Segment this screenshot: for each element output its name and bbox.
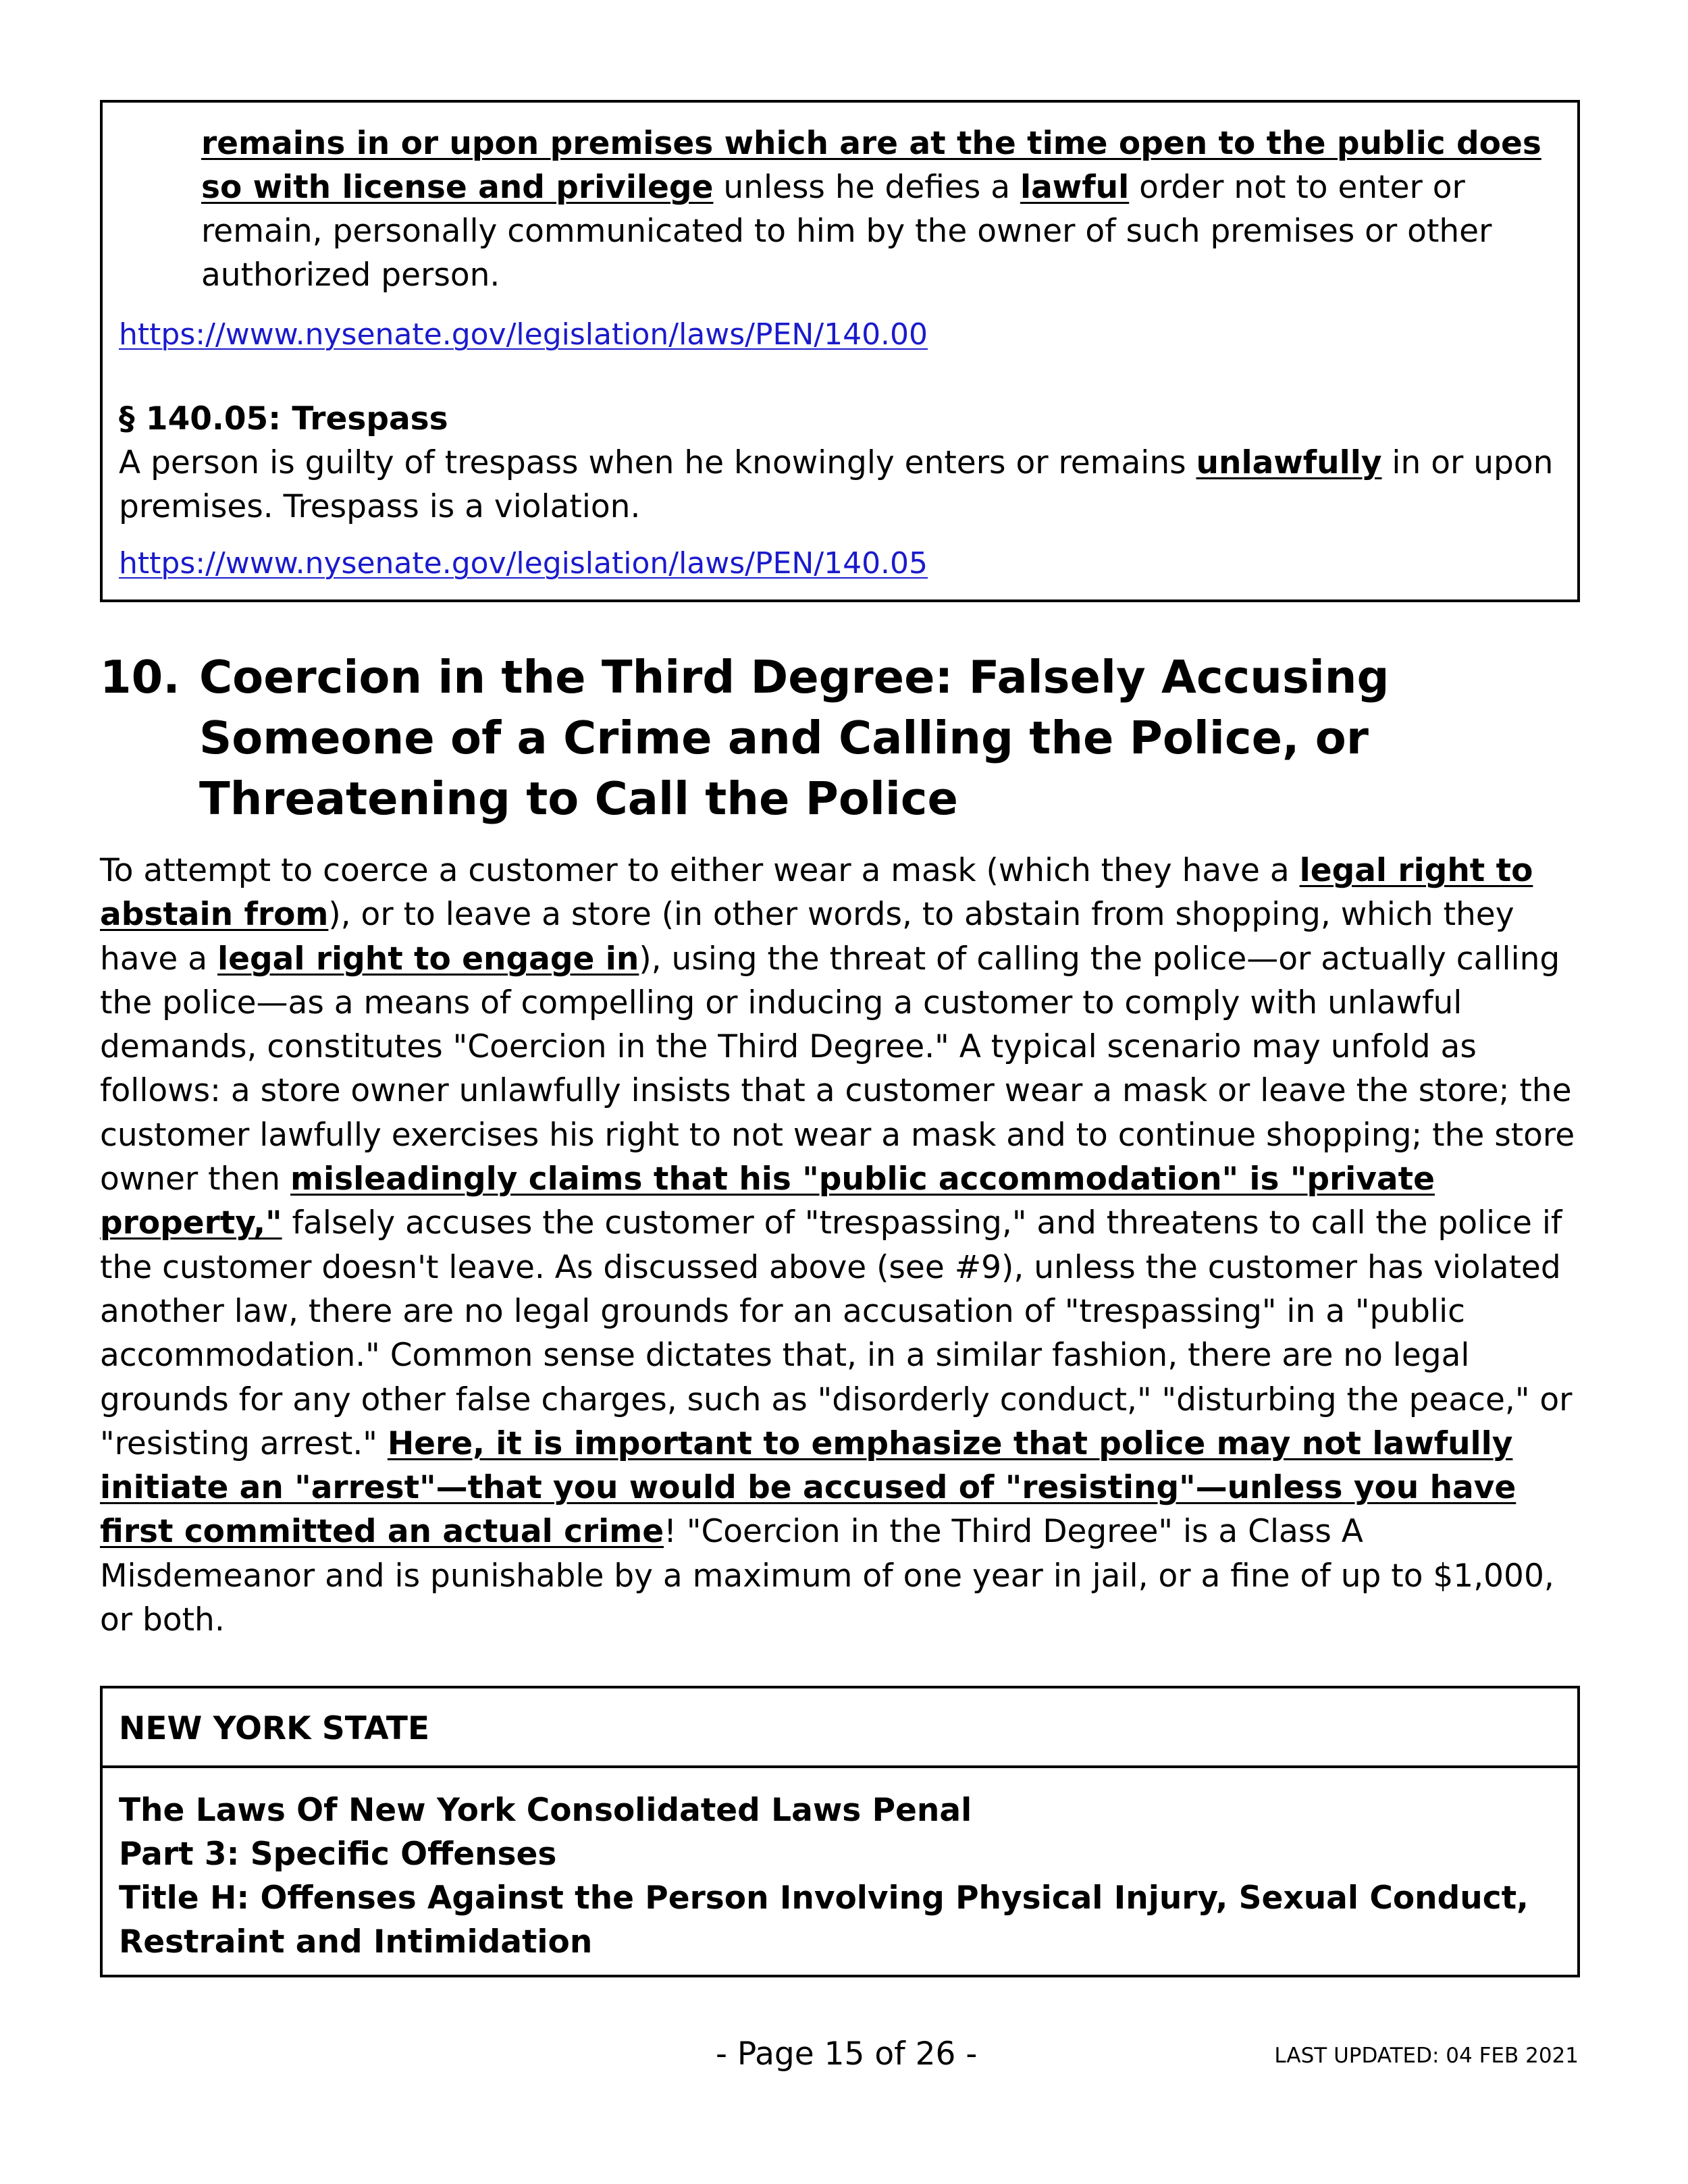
statute-box-nys <box>100 1686 1580 1977</box>
statute-text-2: order not to enter or remain, personally communicated to him by the owner of such premises or other authorized person. <box>201 169 1492 294</box>
law-citation-line-3: Title H: Offenses Against the Person Involving Physical Injury, Sexual Conduct, Restraint and Intimidation <box>119 1880 1529 1961</box>
body-text-3: ), using the threat of calling the police—or actually calling the police—as a means of compelling or inducing a customer to comply with unlawful demands, constitutes "Coercion in the Third Degree." A typical scenario may unfold as follows: a store owner unlawfully insists that a customer wear a mask or leave the store; the customer lawfully exercises his right to not wear a mask and to continue shopping; the store owner then <box>100 940 1575 1198</box>
statute-bold-lawful: lawful <box>1020 169 1130 206</box>
section-heading-140-05: § 140.05: Trespass <box>119 400 448 437</box>
page-number: - Page 15 of 26 - <box>716 2035 978 2073</box>
body-bold-arrest-emphasis: Here, it is important to emphasize that police may not lawfully initiate an "arrest"—that you would be accused of "resisting"—unless you have first committed an actual crime <box>100 1424 1516 1551</box>
statute-continuation-text <box>201 122 1561 297</box>
body-text-1: To attempt to coerce a customer to either wear a mask (which they have a <box>100 852 1300 889</box>
statute-box-trespass <box>100 100 1580 602</box>
section-text-1: A person is guilty of trespass when he knowingly enters or remains <box>119 444 1196 481</box>
section-text-2: in or upon premises. Trespass is a violation. <box>119 444 1554 525</box>
heading-number: 10. <box>100 651 180 703</box>
body-text-5: ! "Coercion in the Third Degree" is a Class A Misdemeanor and is punishable by a maximum of one year in jail, or a fine of up to $1,000, or both. <box>100 1513 1554 1639</box>
link-pen-140-05[interactable]: https://www.nysenate.gov/legislation/laws/PEN/140.05 <box>119 546 928 581</box>
body-bold-legal-right-abstain: legal right to abstain from <box>100 852 1533 934</box>
statute-bold-phrase-1: remains in or upon premises which are at the time open to the public does so with license and privilege <box>201 125 1541 206</box>
law-citation-line-2: Part 3: Specific Offenses <box>119 1836 557 1873</box>
body-bold-misleading-claim: misleadingly claims that his "public accommodation" is "private property," <box>100 1161 1435 1242</box>
section-140-05-text <box>119 441 1561 529</box>
coercion-body-paragraph <box>100 849 1585 1642</box>
law-citation-lines <box>103 1768 1577 1964</box>
last-updated-date: LAST UPDATED: 04 FEB 2021 <box>1274 2044 1579 2068</box>
body-text-2: ), or to leave a store (in other words, to abstain from shopping, which they have a <box>100 896 1514 978</box>
heading-title: Coercion in the Third Degree: Falsely Accusing Someone of a Crime and Calling the Police, or Threatening to Call the Police <box>199 651 1390 825</box>
box-title-new-york-state: NEW YORK STATE <box>103 1688 1577 1768</box>
law-citation-line-1: The Laws Of New York Consolidated Laws Penal <box>119 1792 972 1829</box>
body-bold-legal-right-engage: legal right to engage in <box>217 940 639 978</box>
section-bold-unlawfully: unlawfully <box>1196 444 1382 481</box>
body-text-4: falsely accuses the customer of "trespassing," and threatens to call the police if the customer doesn't leave. As discussed above (see #9), unless the customer has violated another law, there are no legal grounds for an accusation of "trespassing" in a "public accommodation." Common sense dictates that, in a similar fashion, there are no legal grounds for any other false charges, such as "disorderly conduct," "disturbing the peace," or "resisting arrest." <box>100 1204 1573 1462</box>
link-pen-140-00[interactable]: https://www.nysenate.gov/legislation/laws/PEN/140.00 <box>119 317 928 352</box>
statute-text-1: unless he defies a <box>713 169 1020 206</box>
section-heading-10 <box>100 647 1585 829</box>
